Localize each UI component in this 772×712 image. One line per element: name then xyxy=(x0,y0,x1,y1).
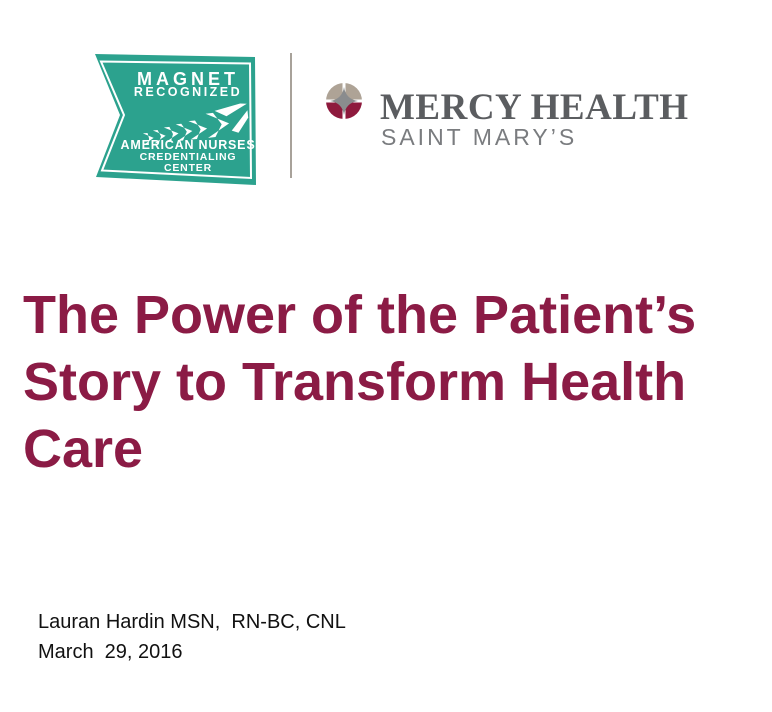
mercy-health-logo xyxy=(318,75,688,165)
mercy-health-wordmark: MERCY HEALTH xyxy=(380,87,689,128)
magnet-status-label: RECOGNIZED xyxy=(133,85,243,99)
slide-title-line1: The Power of the Patient’s xyxy=(23,285,697,345)
slide-title xyxy=(23,282,753,483)
presentation-date: March 29, 2016 xyxy=(38,641,183,663)
magnet-org-line2: CREDENTIALING CENTER xyxy=(139,151,237,174)
magnet-wordmark: MAGNET xyxy=(137,69,239,89)
magnet-logo xyxy=(95,53,256,185)
slide-title-line3: Care xyxy=(23,419,144,479)
logo-divider xyxy=(290,53,292,178)
magnet-org-line1: AMERICAN NURSES xyxy=(120,138,256,152)
mercy-emblem-icon xyxy=(324,81,364,121)
saint-marys-label: SAINT MARY’S xyxy=(381,124,578,150)
slide-title-line2: Story to Transform Health xyxy=(23,352,687,412)
presenter-name: Lauran Hardin MSN, RN-BC, CNL xyxy=(38,611,346,633)
